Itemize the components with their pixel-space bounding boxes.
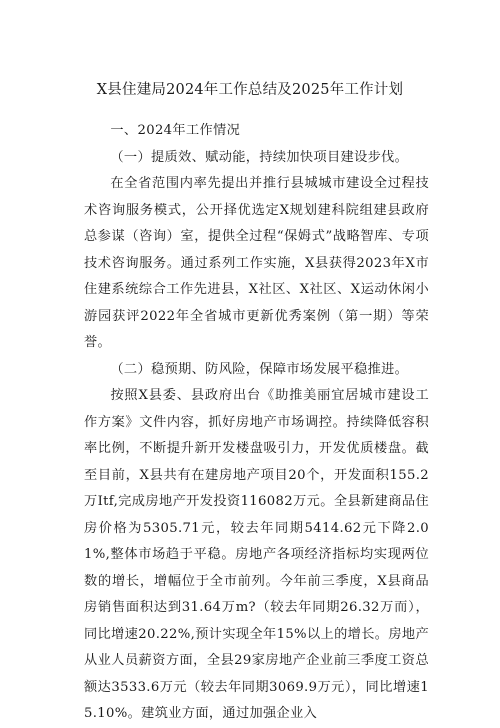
document-body [84,118,429,728]
document-title: X县住建局2024年工作总结及2025年工作计划 [96,82,404,98]
section-heading: 一、2024年工作情况 [110,123,241,138]
sub-heading-2: （二）稳预期、防风险，保障市场发展平稳推进。 [110,361,409,377]
sub-heading-1: （一）提质效、赋动能，持续加快项目建设步伐。 [110,149,409,165]
paragraph-1: 在全省范围内率先提出并推行县城城市建设全过程技术咨询服务模式，公开择优选定X规划建科院组建县政府总参谋（咨询）室，提供全过程“保姆式”战略智库、专项技术咨询服务。通过系列工作实施，X县获得2023年X市住建系统综合工作先进县，X社区、X社区、X运动休闲小游园获评2022年全省城市更新优秀案例（第一期）等荣誉。 [84,176,429,350]
paragraph-2: 按照X县委、县政府出台《助推美丽宜居城市建设工作方案》文件内容，抓好房地产市场调控。持续降低容积率比例，不断提升新开发楼盘吸引力，开发优质楼盘。截至目前，X县共有在建房地产项目20个，开发面积155.2万Itf,完成房地产开发投资116082万元。全县新建商品住房价格为5305.71元，较去年同期5414.62元下降2.01%,整体市场趋于平稳。房地产各项经济指标均实现两位数的增长，增幅位于全市前列。今年前三季度，X县商品房销售面积达到31.64万m?（较去年同期26.32万而），同比增速20.22%,预计实现全年15%以上的增长。房地产从业人员薪资方面，全县29家房地产企业前三季度工资总额达3533.6万元（较去年同期3069.9万元），同比增速15.10%。建筑业方面，通过加强企业入 [84,388,429,721]
